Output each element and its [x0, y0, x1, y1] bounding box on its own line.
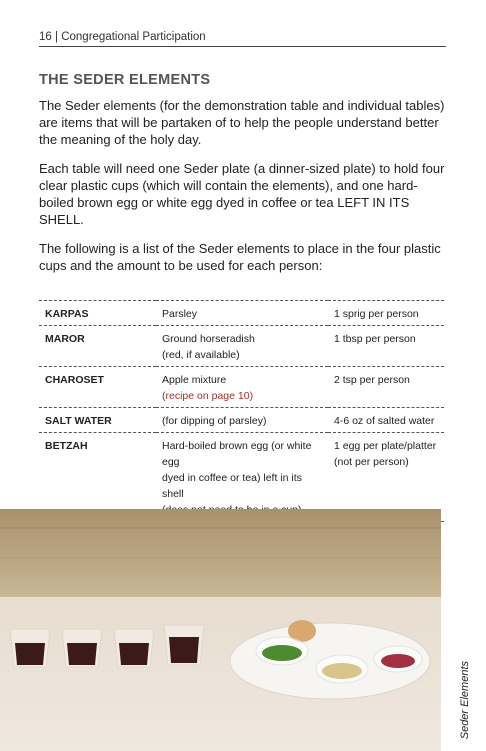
- amount-line: 1 sprig per person: [334, 308, 419, 320]
- intro-paragraph: The Seder elements (for the demonstration table and individual tables) are items that will be partaken of to help the people understand better the meaning of the holy day.: [39, 98, 445, 147]
- description-line: dyed in coffee or tea) left in its shell: [162, 472, 302, 500]
- element-amount: [328, 301, 444, 326]
- amount-line: 4-6 oz of salted water: [334, 415, 435, 427]
- header-separator: |: [55, 31, 58, 43]
- element-amount: [328, 326, 444, 367]
- page-header: [39, 31, 446, 47]
- description-line: Apple mixture: [162, 374, 227, 386]
- table-row: [39, 408, 444, 433]
- page-number: 16: [39, 31, 52, 43]
- element-name: BETZAH: [39, 433, 156, 522]
- element-description: [156, 408, 328, 433]
- description-line: (for dipping of parsley): [162, 415, 267, 427]
- side-caption: [444, 509, 486, 751]
- amount-line: 1 tbsp per person: [334, 333, 416, 345]
- table-row: [39, 301, 444, 326]
- amount-line: 1 egg per plate/platter: [334, 440, 437, 452]
- table-row: [39, 367, 444, 408]
- description-line: Hard-boiled brown egg (or white egg: [162, 440, 312, 468]
- description-line: (red, if available): [162, 349, 240, 361]
- table-row: [39, 326, 444, 367]
- description-line: Parsley: [162, 308, 198, 320]
- element-amount: [328, 408, 444, 433]
- section-title: Congregational Participation: [61, 31, 206, 43]
- description-line: Ground horseradish: [162, 333, 255, 345]
- element-description: [156, 367, 328, 408]
- element-description: [156, 301, 328, 326]
- amount-line: (not per person): [334, 456, 409, 468]
- amount-line: 2 tsp per person: [334, 374, 410, 386]
- table-setup-paragraph: Each table will need one Seder plate (a dinner-sized plate) to hold four clear plastic cups (which will contain the elements), and one hard-boiled brown egg or white egg dyed in coffee or tea LEFT IN ITS SHELL.: [39, 161, 445, 227]
- element-name: SALT WATER: [39, 408, 156, 433]
- element-amount: [328, 367, 444, 408]
- element-name: CHAROSET: [39, 367, 156, 408]
- seder-elements-table: [39, 300, 444, 522]
- element-description: [156, 326, 328, 367]
- seder-plate-photo: [0, 509, 441, 751]
- side-caption-text: Seder Elements: [459, 660, 471, 739]
- element-name: MAROR: [39, 326, 156, 367]
- page-title: THE SEDER ELEMENTS: [39, 72, 211, 88]
- element-name: KARPAS: [39, 301, 156, 326]
- list-intro-paragraph: The following is a list of the Seder elements to place in the four plastic cups and the amount to be used for each person:: [39, 241, 441, 273]
- recipe-reference: (recipe on page 10): [162, 390, 254, 402]
